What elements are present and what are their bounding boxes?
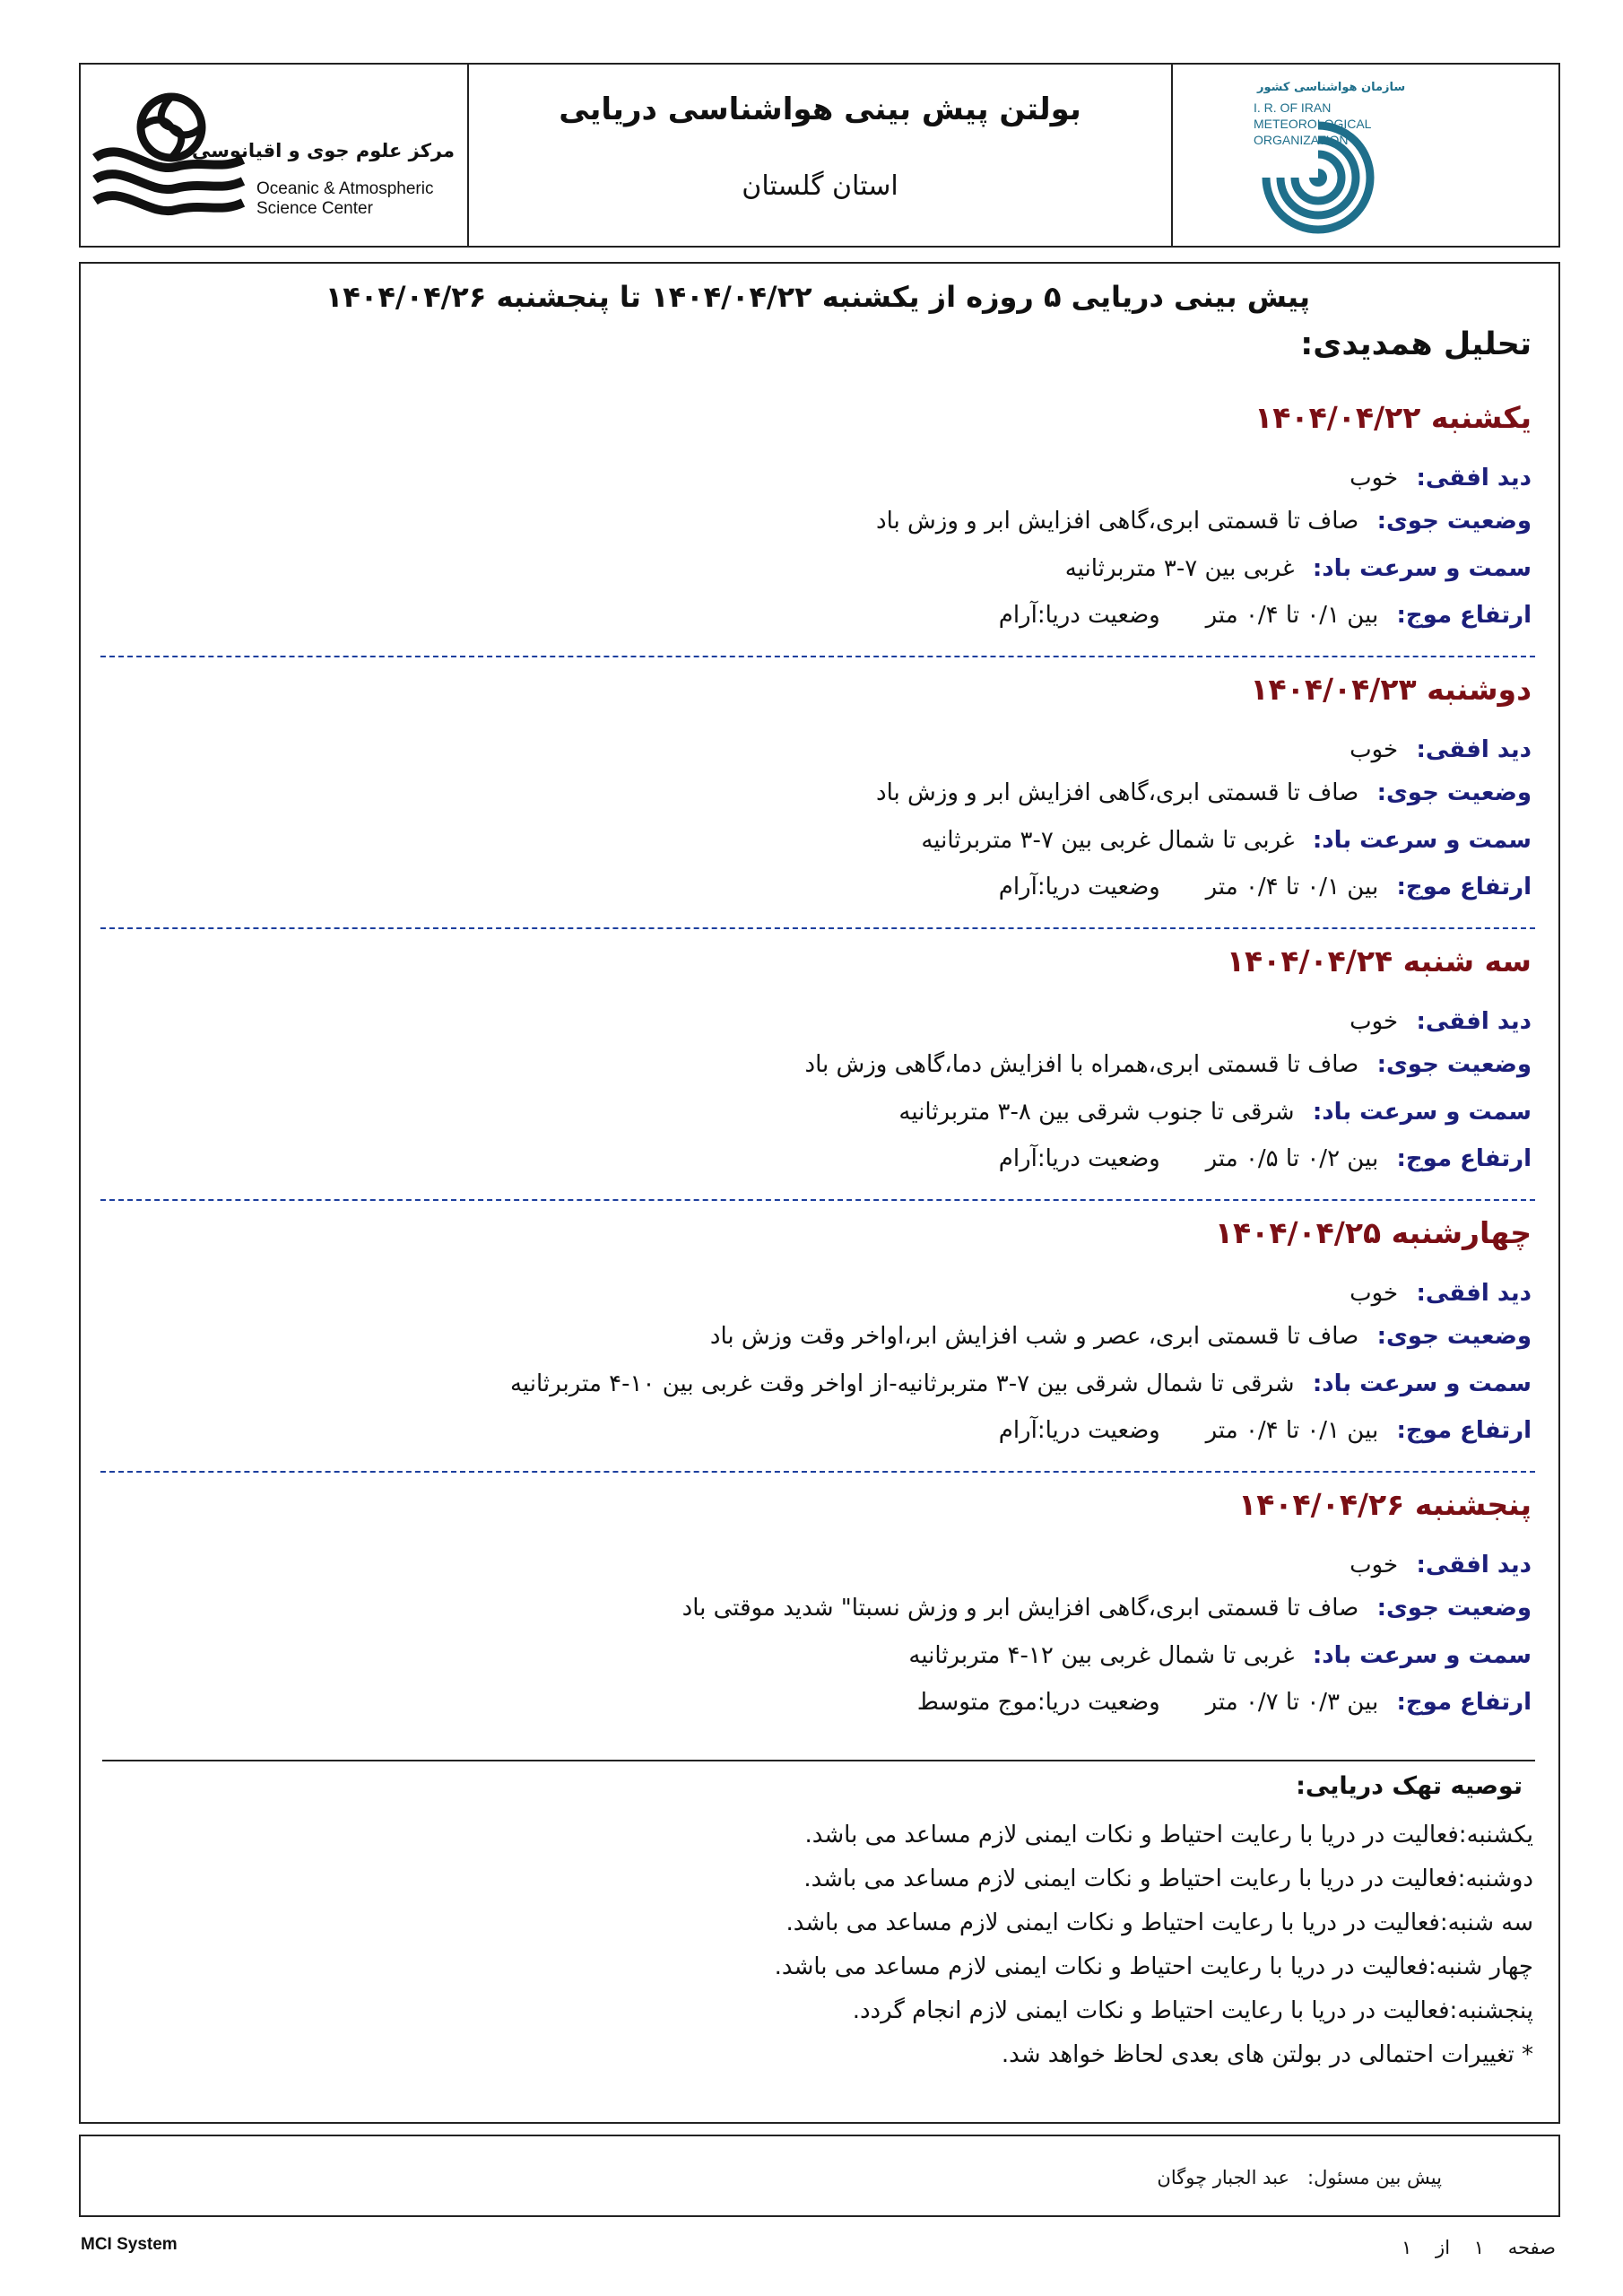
- weather-row: [682, 1595, 1532, 1622]
- advice-item: یکشنبه:فعالیت در دریا با رعایت احتیاط و نکات ایمنی لازم مساعد می باشد.: [804, 1822, 1533, 1848]
- bulletin-title: بولتن پیش بینی هواشناسی دریایی: [559, 91, 1081, 127]
- wind-row: [921, 827, 1532, 854]
- bulletin-header: [79, 63, 1560, 248]
- wind-row: [510, 1370, 1532, 1397]
- visibility-label: دید افقی:: [1416, 1552, 1532, 1578]
- advice-divider: [102, 1760, 1535, 1761]
- day-title: سه شنبه ۱۴۰۴/۰۴/۲۴: [1226, 944, 1532, 978]
- page-total: ۱: [1402, 2237, 1412, 2258]
- wave-label: ارتفاع موج:: [1396, 602, 1532, 629]
- day-separator: [100, 1471, 1535, 1473]
- weather-row: [876, 779, 1532, 806]
- weather-label: وضعیت جوی:: [1376, 1323, 1532, 1350]
- visibility-value: خوب: [1350, 1280, 1399, 1307]
- visibility-row: [1350, 465, 1532, 491]
- weather-label: وضعیت جوی:: [1376, 779, 1532, 806]
- visibility-row: [1350, 1008, 1532, 1035]
- wind-value: غربی بین ۷-۳ متربرثانیه: [1064, 555, 1295, 582]
- advice-item: چهار شنبه:فعالیت در دریا با رعایت احتیاط و نکات ایمنی لازم مساعد می باشد.: [774, 1953, 1533, 1980]
- forecaster-name: عبد الجبار چوگان: [1157, 2167, 1289, 2188]
- forecaster-box: [79, 2135, 1560, 2217]
- wind-value: غربی تا شمال غربی بین ۱۲-۴ متربرثانیه: [908, 1642, 1295, 1669]
- day-title: دوشنبه ۱۴۰۴/۰۴/۲۳: [1250, 672, 1532, 707]
- sea-state-value: وضعیت دریا:آرام: [998, 602, 1160, 629]
- day-separator: [100, 656, 1535, 657]
- left-logo-cell: [81, 65, 469, 246]
- right-logo-name-en-2: METEOROLOGICAL: [1254, 117, 1372, 131]
- weather-row: [876, 508, 1532, 535]
- wind-label: سمت و سرعت باد:: [1312, 1642, 1532, 1669]
- visibility-value: خوب: [1350, 1552, 1399, 1578]
- weather-value: صاف تا قسمتی ابری،همراه با افزایش دما،گاهی وزش باد: [804, 1051, 1359, 1078]
- advice-item: دوشنبه:فعالیت در دریا با رعایت احتیاط و نکات ایمنی لازم مساعد می باشد.: [803, 1866, 1533, 1892]
- wave-value: بین ۰/۱ تا ۰/۴ متر: [1205, 1417, 1379, 1444]
- wave-row: [917, 1689, 1532, 1716]
- left-logo-name-fa: مرکز علوم جوی و اقیانوسی: [191, 140, 455, 161]
- forecast-body: [79, 262, 1560, 2124]
- wave-row: [999, 1145, 1532, 1172]
- visibility-label: دید افقی:: [1416, 465, 1532, 491]
- weather-label: وضعیت جوی:: [1376, 508, 1532, 535]
- visibility-label: دید افقی:: [1416, 1008, 1532, 1035]
- weather-value: صاف تا قسمتی ابری، عصر و شب افزایش ابر،اواخر وقت وزش باد: [709, 1323, 1359, 1350]
- day-title: پنجشنبه ۱۴۰۴/۰۴/۲۶: [1238, 1487, 1532, 1522]
- wind-value: غربی تا شمال غربی بین ۷-۳ متربرثانیه: [921, 827, 1295, 854]
- page-number: ۱: [1473, 2237, 1485, 2258]
- left-logo-name-en-1: Oceanic & Atmospheric: [256, 179, 434, 198]
- wind-row: [1065, 555, 1532, 582]
- visibility-value: خوب: [1350, 736, 1399, 763]
- page-label: صفحه: [1507, 2237, 1556, 2258]
- visibility-value: خوب: [1350, 465, 1399, 491]
- forecaster-label: پیش بین مسئول:: [1307, 2167, 1442, 2188]
- sea-state-value: وضعیت دریا:آرام: [998, 874, 1160, 900]
- right-logo-name-en-3: ORGANIZATION: [1254, 133, 1349, 147]
- page-of-label: از: [1436, 2237, 1451, 2258]
- wave-value: بین ۰/۲ تا ۰/۵ متر: [1205, 1145, 1379, 1172]
- wind-label: سمت و سرعت باد:: [1312, 1370, 1532, 1397]
- sea-state-value: وضعیت دریا:موج متوسط: [916, 1689, 1160, 1716]
- wave-value: بین ۰/۳ تا ۰/۷ متر: [1205, 1689, 1379, 1716]
- left-logo-name-en-2: Science Center: [256, 199, 373, 218]
- wave-row: [999, 602, 1532, 629]
- wind-label: سمت و سرعت باد:: [1312, 555, 1532, 582]
- advice-title: توصیه تهک دریایی:: [1296, 1772, 1523, 1800]
- day-title: یکشنبه ۱۴۰۴/۰۴/۲۲: [1254, 400, 1532, 435]
- wind-label: سمت و سرعت باد:: [1312, 827, 1532, 854]
- visibility-label: دید افقی:: [1416, 736, 1532, 763]
- wind-label: سمت و سرعت باد:: [1312, 1099, 1532, 1126]
- visibility-row: [1350, 736, 1532, 763]
- visibility-label: دید افقی:: [1416, 1280, 1532, 1307]
- visibility-row: [1350, 1280, 1532, 1307]
- right-logo-cell: [1173, 65, 1558, 246]
- sea-state-value: وضعیت دریا:آرام: [998, 1145, 1160, 1172]
- province-name: استان گلستان: [742, 170, 898, 202]
- title-cell: [469, 65, 1173, 246]
- advice-item: * تغییرات احتمالی در بولتن های بعدی لحاظ خواهد شد.: [1001, 2041, 1533, 2068]
- wave-row: [999, 874, 1532, 900]
- weather-row: [805, 1051, 1532, 1078]
- day-separator: [100, 1199, 1535, 1201]
- forecaster-line: [1157, 2167, 1442, 2188]
- advice-item: پنجشنبه:فعالیت در دریا با رعایت احتیاط و نکات ایمنی لازم انجام گردد.: [852, 1997, 1533, 2024]
- weather-label: وضعیت جوی:: [1376, 1595, 1532, 1622]
- forecast-title: پیش بینی دریایی ۵ روزه از یکشنبه ۱۴۰۴/۰۴/۲۲ تا پنجشنبه ۱۴۰۴/۰۴/۲۶: [325, 280, 1310, 314]
- page-indicator: [1402, 2237, 1556, 2258]
- weather-value: صاف تا قسمتی ابری،گاهی افزایش ابر و وزش باد: [876, 508, 1359, 535]
- wind-value: شرقی تا جنوب شرقی بین ۸-۳ متربرثانیه: [898, 1099, 1295, 1126]
- day-separator: [100, 927, 1535, 929]
- right-logo-name-fa: سازمان هواشناسی کشور: [1257, 81, 1406, 94]
- weather-row: [710, 1323, 1532, 1350]
- synoptic-analysis-title: تحلیل همدیدی:: [1300, 326, 1532, 362]
- wind-row: [908, 1642, 1532, 1669]
- wave-value: بین ۰/۱ تا ۰/۴ متر: [1205, 602, 1379, 629]
- right-logo-name-en-1: I. R. OF IRAN: [1254, 100, 1332, 115]
- weather-value: صاف تا قسمتی ابری،گاهی افزایش ابر و وزش باد: [876, 779, 1359, 806]
- advice-item: سه شنبه:فعالیت در دریا با رعایت احتیاط و نکات ایمنی لازم مساعد می باشد.: [785, 1909, 1533, 1936]
- day-title: چهارشنبه ۱۴۰۴/۰۴/۲۵: [1214, 1215, 1532, 1250]
- wave-label: ارتفاع موج:: [1396, 1145, 1532, 1172]
- visibility-row: [1350, 1552, 1532, 1578]
- system-name: MCI System: [81, 2235, 178, 2254]
- wind-value: شرقی تا شمال شرقی بین ۷-۳ متربرثانیه-از اواخر وقت غربی بین ۱۰-۴ متربرثانیه: [509, 1370, 1295, 1397]
- wave-label: ارتفاع موج:: [1396, 1689, 1532, 1716]
- weather-label: وضعیت جوی:: [1376, 1051, 1532, 1078]
- wind-row: [898, 1099, 1532, 1126]
- wave-value: بین ۰/۱ تا ۰/۴ متر: [1205, 874, 1379, 900]
- sea-state-value: وضعیت دریا:آرام: [998, 1417, 1160, 1444]
- wave-row: [999, 1417, 1532, 1444]
- wave-label: ارتفاع موج:: [1396, 1417, 1532, 1444]
- weather-value: صاف تا قسمتی ابری،گاهی افزایش ابر و وزش نسبتا" شدید موقتی باد: [681, 1595, 1359, 1622]
- wave-label: ارتفاع موج:: [1396, 874, 1532, 900]
- visibility-value: خوب: [1350, 1008, 1399, 1035]
